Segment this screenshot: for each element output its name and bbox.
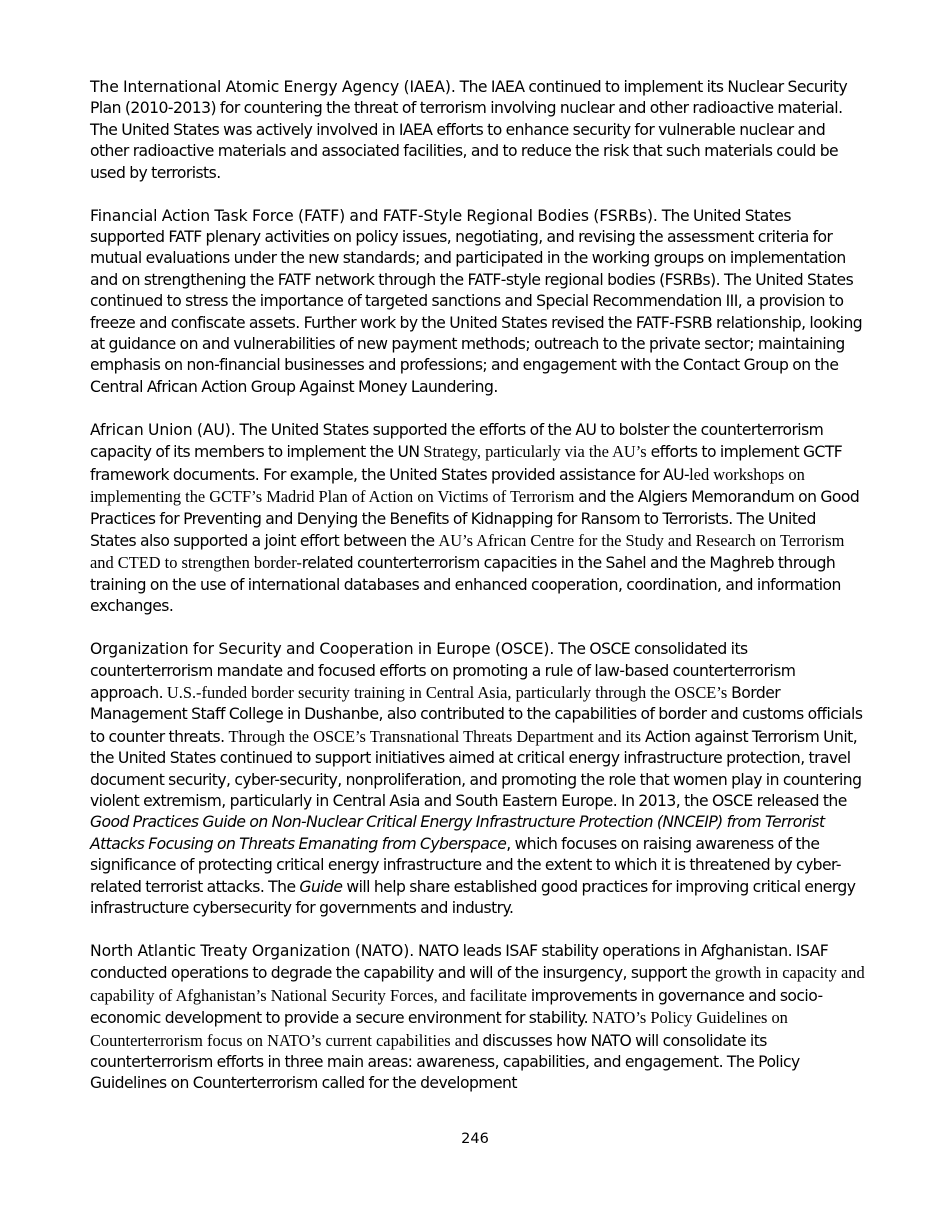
paragraph-text: , which focuses on raising awareness of the significance of protecting critical energy infrastructure and the extent to which it is threatened by cyber-related terrorist attacks. The bbox=[90, 834, 841, 896]
paragraph-heading: North Atlantic Treaty Organization (NATO). bbox=[90, 942, 415, 960]
paragraph-text: led workshops on implementing the GCTF’s Madrid Plan of Action on Victims of Terrorism bbox=[90, 464, 805, 507]
paragraph-text: improvements in governance and socio-economic development to provide a secure environment for stability. bbox=[90, 986, 823, 1028]
paragraph-text: the growth in capacity and capability of Afghanistan’s National Security Forces, and facilitate bbox=[90, 963, 865, 1005]
paragraph-text: The United States supported the efforts of the AU to bolster the counterterrorism capacity of its members to implement the UN bbox=[90, 420, 824, 462]
paragraph-text: The United States supported FATF plenary activities on policy issues, negotiating, and revising the assessment criteria for mutual evaluations under the new standards; and participated in the working groups on implementation and on strengthening the FATF network through the FATF-style regional bodies (FSRBs). The United States continued to stress the importance of targeted sanctions and Special Recommendation III, a provision to freeze and confiscate assets. Further work by the United States revised the FATF-FSRB relationship, looking at guidance on and vulnerabilities of new payment methods; outreach to the private sector; maintaining emphasis on non-financial businesses and professions; and engagement with the Contact Group on the Central African Action Group Against Money Laundering. bbox=[90, 206, 863, 396]
paragraph-text: discusses how NATO will consolidate its counterterrorism efforts in three main areas: awareness, capabilities, and engagement. The Policy Guidelines on Counterterrorism called for the development bbox=[90, 1031, 800, 1093]
paragraph-text: The OSCE consolidated its counterterrorism mandate and focused efforts on promoting a rule of law-based counterterrorism approach. bbox=[90, 640, 796, 702]
document-page bbox=[90, 77, 865, 1116]
paragraph-heading: The International Atomic Energy Agency (IAEA). bbox=[90, 78, 456, 96]
paragraph-text: Through the OSCE’s Transnational Threats Department and its bbox=[228, 726, 642, 746]
paragraph-text: Border Management Staff College in Dushanbe, also contributed to the capabilities of border and customs officials to counter threats. bbox=[90, 683, 863, 746]
publication-title: Good Practices Guide on Non-Nuclear Critical Energy Infrastructure Protection (NNCEIP) from Terrorist Attacks Focusing on Threats Emanating from Cyberspace bbox=[90, 813, 825, 853]
paragraph-text: related counterterrorism capacities in the Sahel and the Maghreb through training on the use of international databases and enhanced cooperation, coordination, and information exchanges. bbox=[90, 554, 841, 616]
paragraph-text: AU’s African Centre for the Study and Research on Terrorism and CTED to strengthen border- bbox=[90, 530, 845, 573]
paragraph-text: Strategy, particularly via the AU’s bbox=[423, 442, 647, 462]
paragraph-osce bbox=[90, 639, 865, 919]
paragraph-text: NATO leads ISAF stability operations in Afghanistan. ISAF conducted operations to degrade the capability and will of the insurgency, support bbox=[90, 942, 829, 983]
paragraph-heading: Organization for Security and Cooperation in Europe (OSCE). bbox=[90, 640, 555, 659]
paragraph-text: and the Algiers Memorandum on Good Practices for Preventing and Denying the Benefits of Kidnapping for Ransom to Terrorists. The United States also supported a joint effort between the bbox=[90, 488, 860, 550]
paragraph-text: efforts to implement GCTF framework documents. For example, the United States provided assistance for AU- bbox=[90, 443, 843, 484]
paragraph-text: NATO’s Policy Guidelines on Counterterrorism focus on NATO’s current capabilities and bbox=[90, 1008, 788, 1050]
paragraph-nato bbox=[90, 941, 865, 1095]
paragraph-iaea bbox=[90, 77, 865, 184]
paragraph-au bbox=[90, 420, 865, 618]
paragraph-text: The IAEA continued to implement its Nuclear Security Plan (2010-2013) for countering the threat of terrorism involving nuclear and other radioactive material. The United States was actively involved in IAEA efforts to enhance security for vulnerable nuclear and other radioactive materials and associated facilities, and to reduce the risk that such materials could be used by terrorists. bbox=[90, 78, 848, 182]
publication-title: Guide bbox=[299, 877, 343, 896]
paragraph-text: will help share established good practices for improving critical energy infrastructure cybersecurity for governments and industry. bbox=[90, 877, 856, 917]
paragraph-text: U.S.-funded border security training in Central Asia, particularly through the OSCE’s bbox=[166, 682, 728, 702]
paragraph-text: Action against Terrorism Unit, the United States continued to support initiatives aimed at critical energy infrastructure protection, travel document security, cyber-security, nonproliferation, and promoting the role that women play in countering violent extremism, particularly in Central Asia and South Eastern Europe. In 2013, the OSCE released the bbox=[90, 727, 862, 810]
paragraph-heading: Financial Action Task Force (FATF) and FATF-Style Regional Bodies (FSRBs). bbox=[90, 206, 658, 225]
page-number: 246 bbox=[461, 1131, 489, 1147]
paragraph-fatf bbox=[90, 206, 865, 399]
paragraph-heading: African Union (AU). bbox=[90, 420, 236, 439]
